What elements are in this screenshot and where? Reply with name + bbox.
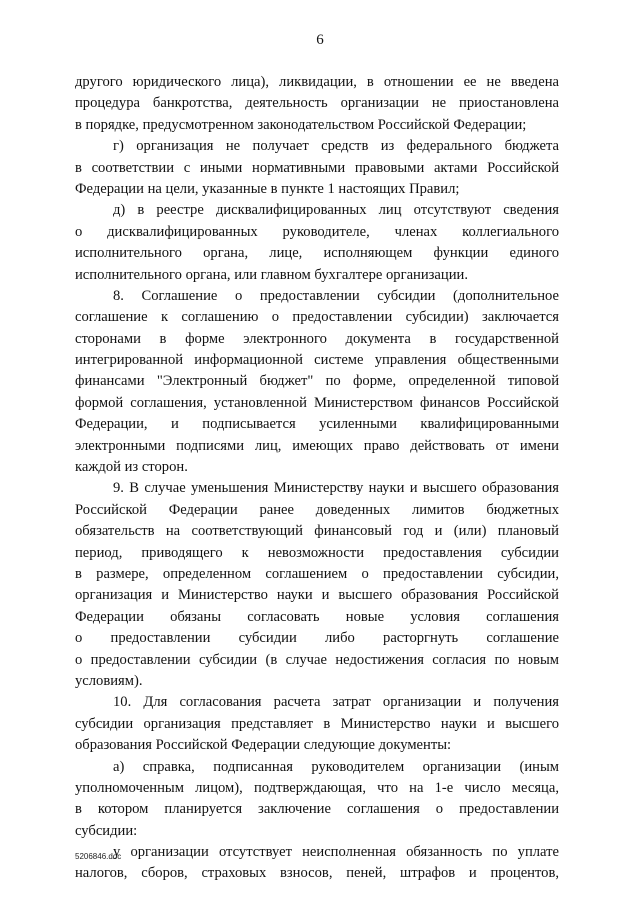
text-line: 10. Для согласования расчета затрат организации и получения [113, 694, 559, 711]
text-line: сторонами в форме электронного документа в государственной [75, 330, 559, 347]
text-line: у организации отсутствует неисполненная обязанность по уплате [113, 844, 559, 861]
text-line: организация и Министерство науки и высшего образования Российской [75, 587, 559, 604]
text-line: в размере, определенном соглашением о предоставлении субсидии, [75, 565, 559, 582]
text-line: исполнительного органа, лице, исполняющем функции единого [75, 245, 559, 262]
text-line: субсидии организация представляет в Министерство науки и высшего [75, 715, 559, 732]
text-line: электронными подписями лиц, имеющих право действовать от имени [75, 437, 559, 454]
page-number: 6 [316, 32, 324, 48]
text-line: период, приводящего к невозможности предоставления субсидии [75, 544, 559, 561]
text-line: Федерации обязаны согласовать новые условия соглашения [75, 608, 559, 625]
text-line: уполномоченным лицом), подтверждающая, что на 1-е число месяца, [75, 779, 559, 796]
text-line: каждой из сторон. [75, 459, 188, 476]
text-line: Федерации, и подписывается усиленными квалифицированными [75, 416, 559, 433]
text-line: процедура банкротства, деятельность организации не приостановлена [75, 95, 559, 112]
text-line: налогов, сборов, страховых взносов, пеней, штрафов и процентов, [75, 865, 559, 882]
text-line: финансами "Электронный бюджет" по форме, определенной типовой [75, 373, 559, 390]
text-line: субсидии: [75, 822, 138, 839]
text-line: в соответствии с иными нормативными правовыми актами Российской [75, 159, 559, 176]
body-text [75, 72, 559, 885]
text-line: Российской Федерации ранее доведенных лимитов бюджетных [75, 501, 559, 518]
text-line: о дисквалифицированных руководителе, членах коллегиального [75, 223, 559, 240]
text-line: г) организация не получает средств из федерального бюджета [113, 138, 559, 155]
text-line: в котором планируется заключение соглашения о предоставлении [75, 801, 559, 818]
text-line: 9. В случае уменьшения Министерству науки и высшего образования [113, 480, 559, 497]
text-line: д) в реестре дисквалифицированных лиц отсутствуют сведения [113, 202, 559, 219]
text-line: интегрированной информационной системе управления общественными [75, 352, 559, 369]
text-line: образования Российской Федерации следующие документы: [75, 737, 452, 754]
text-line: соглашение к соглашению о предоставлении субсидии) заключается [75, 309, 559, 326]
text-line: условиям). [75, 672, 143, 689]
text-line: 8. Соглашение о предоставлении субсидии (дополнительное [113, 287, 559, 304]
text-line: в порядке, предусмотренном законодательством Российской Федерации; [75, 116, 527, 133]
footer-filename: 5206846.doc [75, 852, 122, 861]
text-line: а) справка, подписанная руководителем организации (иным [113, 758, 559, 775]
text-line: Федерации на цели, указанные в пункте 1 настоящих Правил; [75, 180, 460, 197]
text-line: о предоставлении субсидии либо расторгнуть соглашение [75, 630, 559, 647]
text-line: исполнительного органа, или главном бухгалтере организации. [75, 266, 468, 283]
text-line: формой соглашения, установленной Министерством финансов Российской [75, 394, 559, 411]
text-line: о предоставлении субсидии (в случае недостижения согласия по новым [75, 651, 559, 668]
text-line: другого юридического лица), ликвидации, в отношении ее не введена [75, 74, 559, 90]
text-line: обязательств на соответствующий финансовый год и (или) плановый [75, 523, 559, 540]
